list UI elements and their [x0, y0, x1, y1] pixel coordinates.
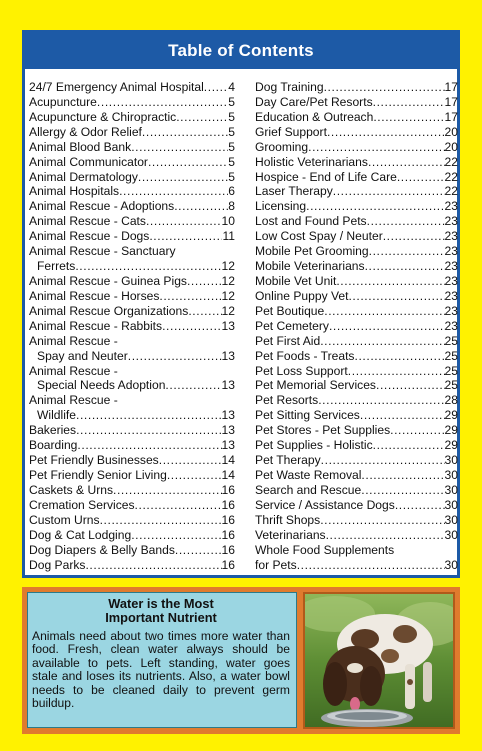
toc-entry — [29, 438, 235, 453]
toc-entry — [29, 483, 235, 498]
toc-entry-label: Licensing — [255, 199, 307, 214]
toc-entry-label: Animal Rescue - Dogs — [29, 229, 150, 244]
toc-page-number: 20 — [444, 124, 458, 139]
toc-entry — [29, 558, 235, 573]
toc-page-number: 12 — [221, 288, 235, 303]
toc-leader-dots — [361, 468, 444, 483]
toc-entry — [29, 468, 235, 483]
toc-page-number: 23 — [444, 259, 458, 274]
toc-page-number: 8 — [228, 199, 235, 214]
toc-entry-label: Animal Rescue - Sanctuary — [29, 244, 176, 259]
toc-leader-dots — [373, 110, 444, 125]
toc-entry — [255, 408, 458, 423]
water-title-line1: Water is the Most — [108, 596, 214, 611]
toc-entry — [255, 304, 458, 319]
toc-leader-dots — [77, 438, 221, 453]
toc-entry-label: Acupuncture & Chiropractic — [29, 109, 177, 124]
toc-entry — [255, 170, 458, 185]
toc-entry-label: Dog & Cat Lodging — [29, 527, 132, 542]
toc-entry — [255, 214, 458, 229]
toc-page-number: 13 — [221, 348, 235, 363]
toc-leader-dots — [128, 349, 222, 364]
toc-entry — [255, 229, 458, 244]
toc-entry — [29, 423, 235, 438]
toc-entry-label: Mobile Pet Grooming — [255, 244, 369, 259]
toc-leader-dots — [204, 80, 228, 95]
toc-entry-label: Animal Rescue - Cats — [29, 214, 146, 229]
toc-entry-label: Pet Loss Support — [255, 363, 348, 378]
toc-leader-dots — [327, 125, 445, 140]
toc-entry-label: Cremation Services — [29, 497, 135, 512]
dog-drinking-photo — [303, 592, 455, 729]
toc-page-number: 23 — [444, 214, 458, 229]
toc-page-number: 5 — [228, 109, 235, 124]
toc-leader-dots — [308, 140, 444, 155]
toc-page-number: 17 — [444, 109, 458, 124]
toc-entry-label: Acupuncture — [29, 94, 97, 109]
toc-entry — [29, 393, 235, 423]
toc-entry — [255, 289, 458, 304]
toc-leader-dots — [336, 274, 444, 289]
toc-page-number: 22 — [444, 169, 458, 184]
toc-page-number: 16 — [221, 527, 235, 542]
toc-entry — [255, 513, 458, 528]
toc-entry — [255, 364, 458, 379]
toc-leader-dots — [187, 274, 222, 289]
toc-entry-label: Bakeries — [29, 423, 77, 438]
toc-page-number: 13 — [221, 438, 235, 453]
toc-entry — [29, 453, 235, 468]
toc-entry — [255, 80, 458, 95]
toc-entry — [255, 199, 458, 214]
toc-page-number: 25 — [444, 348, 458, 363]
toc-leader-dots — [176, 110, 228, 125]
toc-entry-label: Mobile Vet Unit — [255, 273, 337, 288]
toc-leader-dots — [320, 513, 444, 528]
toc-entry — [29, 244, 235, 274]
toc-entry-label: Pet Foods - Treats — [255, 348, 355, 363]
toc-page-number: 30 — [444, 467, 458, 482]
toc-entry — [255, 498, 458, 513]
toc-entry-label: Pet Memorial Services — [255, 378, 376, 393]
toc-page-number: 13 — [221, 423, 235, 438]
toc-entry-label: Dog Parks — [29, 557, 86, 572]
toc-leader-dots — [354, 349, 444, 364]
toc-leader-dots — [148, 155, 228, 170]
toc-page-number: 5 — [228, 154, 235, 169]
toc-entry-label: for Pets — [255, 557, 297, 572]
toc-page-number: 28 — [444, 393, 458, 408]
toc-page-number: 16 — [221, 497, 235, 512]
water-nutrient-panel — [22, 587, 460, 734]
toc-entry-label: Low Cost Spay / Neuter — [255, 229, 383, 244]
toc-leader-dots — [188, 304, 221, 319]
toc-page-number: 11 — [222, 229, 235, 244]
toc-leader-dots — [320, 334, 444, 349]
toc-entry — [255, 543, 458, 573]
toc-entry-label: Caskets & Urns — [29, 482, 114, 497]
toc-leader-dots — [131, 140, 228, 155]
toc-entry-label: Pet Therapy — [255, 453, 321, 468]
toc-leader-dots — [361, 483, 444, 498]
toc-entry-label: Grief Support — [255, 124, 327, 139]
toc-entry — [29, 125, 235, 140]
dog-drinking-illustration — [305, 594, 455, 729]
toc-entry — [29, 289, 235, 304]
toc-page-number: 14 — [221, 453, 235, 468]
toc-leader-dots — [367, 214, 445, 229]
toc-entry-label: Laser Therapy — [255, 184, 333, 199]
toc-leader-dots — [131, 528, 221, 543]
toc-entry — [255, 259, 458, 274]
toc-leader-dots — [360, 408, 445, 423]
toc-page-number: 20 — [444, 139, 458, 154]
toc-page-number: 4 — [228, 80, 235, 94]
toc-leader-dots — [318, 393, 444, 408]
toc-leader-dots — [373, 438, 445, 453]
toc-leader-dots — [175, 543, 222, 558]
toc-entry-label: Pet Boutique — [255, 303, 325, 318]
toc-entry — [29, 95, 235, 110]
toc-page-number: 23 — [444, 288, 458, 303]
toc-leader-dots — [376, 378, 445, 393]
toc-entry-label: Animal Hospitals — [29, 184, 120, 199]
toc-page-number: 22 — [444, 154, 458, 169]
toc-entry — [255, 483, 458, 498]
toc-entry — [29, 319, 235, 334]
toc-leader-dots — [76, 408, 222, 423]
toc-entry — [255, 274, 458, 289]
toc-leader-dots — [142, 125, 228, 140]
toc-title: Table of Contents — [25, 33, 457, 69]
toc-page-number: 23 — [444, 244, 458, 259]
toc-leader-dots — [162, 319, 221, 334]
toc-leader-dots — [368, 155, 445, 170]
toc-entry-label: Dog Diapers & Belly Bands — [29, 542, 175, 557]
toc-entry-label: Hospice - End of Life Care — [255, 169, 397, 184]
toc-entry — [29, 214, 235, 229]
toc-entry-label: Education & Outreach — [255, 109, 374, 124]
toc-entry — [255, 468, 458, 483]
toc-entry-label: 24/7 Emergency Animal Hospital — [29, 80, 204, 94]
toc-entry-label: Online Puppy Vet — [255, 288, 349, 303]
toc-leader-dots — [324, 80, 445, 95]
toc-entry-label: Holistic Veterinarians — [255, 154, 368, 169]
toc-leader-dots — [119, 184, 228, 199]
toc-leader-dots — [348, 364, 445, 379]
toc-leader-dots — [97, 95, 228, 110]
toc-page-number: 13 — [221, 408, 235, 423]
toc-entry-label: Grooming — [255, 139, 309, 154]
toc-page-number: 5 — [228, 94, 235, 109]
toc-entry — [29, 140, 235, 155]
toc-entry — [255, 423, 458, 438]
toc-entry-label: Animal Rescue Organizations — [29, 303, 189, 318]
toc-entry — [29, 155, 235, 170]
toc-entry-label: Pet Resorts — [255, 393, 319, 408]
toc-leader-dots — [348, 289, 444, 304]
toc-leader-dots — [75, 259, 221, 274]
toc-entry-label: Service / Assistance Dogs — [255, 497, 395, 512]
toc-entry-label: Animal Rescue - — [29, 393, 118, 408]
toc-entry-label: Pet Supplies - Holistic — [255, 438, 373, 453]
toc-entry — [255, 319, 458, 334]
toc-page-number: 30 — [444, 453, 458, 468]
toc-entry-label: Animal Rescue - Horses — [29, 288, 160, 303]
toc-entry — [255, 140, 458, 155]
toc-entry — [29, 513, 235, 528]
toc-entry-label: Pet Cemetery — [255, 318, 329, 333]
toc-page-number: 12 — [221, 259, 235, 274]
toc-leader-dots — [138, 170, 228, 185]
toc-page-number: 5 — [228, 169, 235, 184]
toc-entry — [29, 274, 235, 289]
toc-leader-dots — [146, 214, 222, 229]
toc-leader-dots — [397, 170, 445, 185]
toc-entry-label: Animal Rescue - — [29, 333, 118, 348]
toc-entry-label: Lost and Found Pets — [255, 214, 367, 229]
toc-entry-label: Pet Friendly Senior Living — [29, 467, 167, 482]
toc-page-number: 14 — [221, 467, 235, 482]
toc-entry-label: Animal Rescue - Adoptions — [29, 199, 175, 214]
toc-leader-dots — [321, 453, 445, 468]
toc-entry-label: Pet Stores - Pet Supplies — [255, 423, 391, 438]
toc-entry-label: Spay and Neuter — [37, 348, 128, 363]
toc-page-number: 29 — [444, 438, 458, 453]
toc-page-number: 30 — [444, 527, 458, 542]
toc-entry-label: Ferrets — [37, 259, 76, 274]
toc-entry — [255, 528, 458, 543]
toc-page-number: 23 — [444, 273, 458, 288]
toc-leader-dots — [159, 289, 221, 304]
toc-entry — [255, 95, 458, 110]
toc-page-number: 5 — [228, 124, 235, 139]
toc-page-number: 23 — [444, 199, 458, 214]
toc-entry-label: Veterinarians — [255, 527, 326, 542]
toc-page-number: 23 — [444, 229, 458, 244]
toc-entry-label: Whole Food Supplements — [255, 542, 395, 557]
water-body-text: Animals need about two times more water than food. Fresh, clean water always should be available to pets. Left standing, water goes stale and loses its nutrients. Also, a water bowl needs to be cleaned daily to prevent germ buildup. — [32, 629, 290, 711]
toc-entry-label: Boarding — [29, 438, 78, 453]
toc-leader-dots — [306, 199, 444, 214]
toc-right-column — [255, 80, 458, 572]
toc-leader-dots — [326, 528, 445, 543]
toc-entry-label: Pet Waste Removal — [255, 467, 362, 482]
water-text-box — [27, 592, 297, 728]
toc-entry-label: Animal Dermatology — [29, 169, 138, 184]
toc-page-number: 30 — [444, 482, 458, 497]
toc-page-number: 23 — [444, 318, 458, 333]
toc-leader-dots — [369, 244, 445, 259]
toc-page-number: 16 — [221, 542, 235, 557]
toc-columns — [25, 69, 457, 572]
toc-page-number: 23 — [444, 303, 458, 318]
toc-entry — [255, 378, 458, 393]
toc-page-number: 17 — [444, 94, 458, 109]
toc-leader-dots — [85, 558, 221, 573]
toc-page-number: 10 — [221, 214, 235, 229]
toc-page-number: 30 — [444, 557, 458, 572]
toc-entry — [29, 528, 235, 543]
toc-entry — [255, 438, 458, 453]
toc-entry — [29, 184, 235, 199]
toc-entry-label: Mobile Veterinarians — [255, 259, 365, 274]
toc-entry-label: Animal Communicator — [29, 154, 148, 169]
toc-entry — [255, 334, 458, 349]
toc-entry — [255, 393, 458, 408]
toc-entry — [29, 229, 235, 244]
toc-entry — [29, 334, 235, 364]
toc-entry-label: Dog Training — [255, 80, 324, 94]
toc-entry — [29, 498, 235, 513]
toc-page-number: 25 — [444, 363, 458, 378]
toc-leader-dots — [149, 229, 222, 244]
toc-page-number: 16 — [221, 482, 235, 497]
toc-entry — [255, 453, 458, 468]
water-title — [32, 597, 290, 625]
toc-page-number: 30 — [444, 512, 458, 527]
toc-entry-label: Pet Sitting Services — [255, 408, 360, 423]
toc-leader-dots — [373, 95, 445, 110]
toc-page-number: 25 — [444, 378, 458, 393]
toc-leader-dots — [159, 453, 222, 468]
toc-entry — [29, 170, 235, 185]
toc-page-number: 13 — [221, 378, 235, 393]
toc-entry — [29, 364, 235, 394]
toc-entry — [29, 199, 235, 214]
toc-page-number: 13 — [221, 318, 235, 333]
toc-entry-label: Wildlife — [37, 408, 76, 423]
toc-entry-label: Allergy & Odor Relief — [29, 124, 142, 139]
toc-leader-dots — [174, 199, 228, 214]
toc-entry-label: Animal Rescue - Guinea Pigs — [29, 273, 187, 288]
toc-entry-label: Animal Blood Bank — [29, 139, 132, 154]
toc-leader-dots — [383, 229, 445, 244]
toc-entry-label: Pet Friendly Businesses — [29, 453, 159, 468]
toc-page-number: 29 — [444, 408, 458, 423]
toc-entry — [29, 80, 235, 95]
toc-leader-dots — [329, 319, 445, 334]
toc-left-column — [29, 80, 235, 572]
toc-entry-label: Pet First Aid — [255, 333, 321, 348]
toc-entry-label: Animal Rescue - Rabbits — [29, 318, 163, 333]
toc-page-number: 12 — [221, 303, 235, 318]
toc-page-number: 12 — [221, 273, 235, 288]
toc-leader-dots — [76, 423, 221, 438]
toc-leader-dots — [390, 423, 444, 438]
toc-entry — [255, 125, 458, 140]
toc-page-number: 17 — [444, 80, 458, 94]
toc-leader-dots — [135, 498, 222, 513]
toc-entry-label: Animal Rescue - — [29, 363, 118, 378]
toc-page-number: 30 — [444, 497, 458, 512]
toc-entry — [255, 155, 458, 170]
toc-entry-label: Custom Urns — [29, 512, 100, 527]
toc-leader-dots — [297, 558, 445, 573]
toc-entry-label: Special Needs Adoption — [37, 378, 166, 393]
toc-leader-dots — [395, 498, 445, 513]
toc-entry — [255, 349, 458, 364]
toc-entry-label: Search and Rescue — [255, 482, 362, 497]
toc-leader-dots — [324, 304, 444, 319]
toc-page-number: 5 — [228, 139, 235, 154]
toc-entry — [29, 543, 235, 558]
toc-page-number: 16 — [221, 512, 235, 527]
toc-entry-label: Day Care/Pet Resorts — [255, 94, 373, 109]
toc-entry — [29, 304, 235, 319]
table-of-contents — [22, 30, 460, 578]
toc-leader-dots — [167, 468, 222, 483]
toc-entry — [255, 110, 458, 125]
toc-leader-dots — [113, 483, 222, 498]
toc-page-number: 29 — [444, 423, 458, 438]
toc-entry — [255, 184, 458, 199]
toc-leader-dots — [333, 184, 445, 199]
toc-entry — [255, 244, 458, 259]
toc-entry-label: Thrift Shops — [255, 512, 321, 527]
toc-leader-dots — [365, 259, 445, 274]
toc-page-number: 16 — [221, 557, 235, 572]
toc-leader-dots — [100, 513, 222, 528]
water-title-line2: Important Nutrient — [105, 610, 217, 625]
toc-entry — [29, 110, 235, 125]
toc-page-number: 25 — [444, 333, 458, 348]
toc-page-number: 22 — [444, 184, 458, 199]
toc-page-number: 6 — [228, 184, 235, 199]
toc-leader-dots — [165, 378, 221, 393]
